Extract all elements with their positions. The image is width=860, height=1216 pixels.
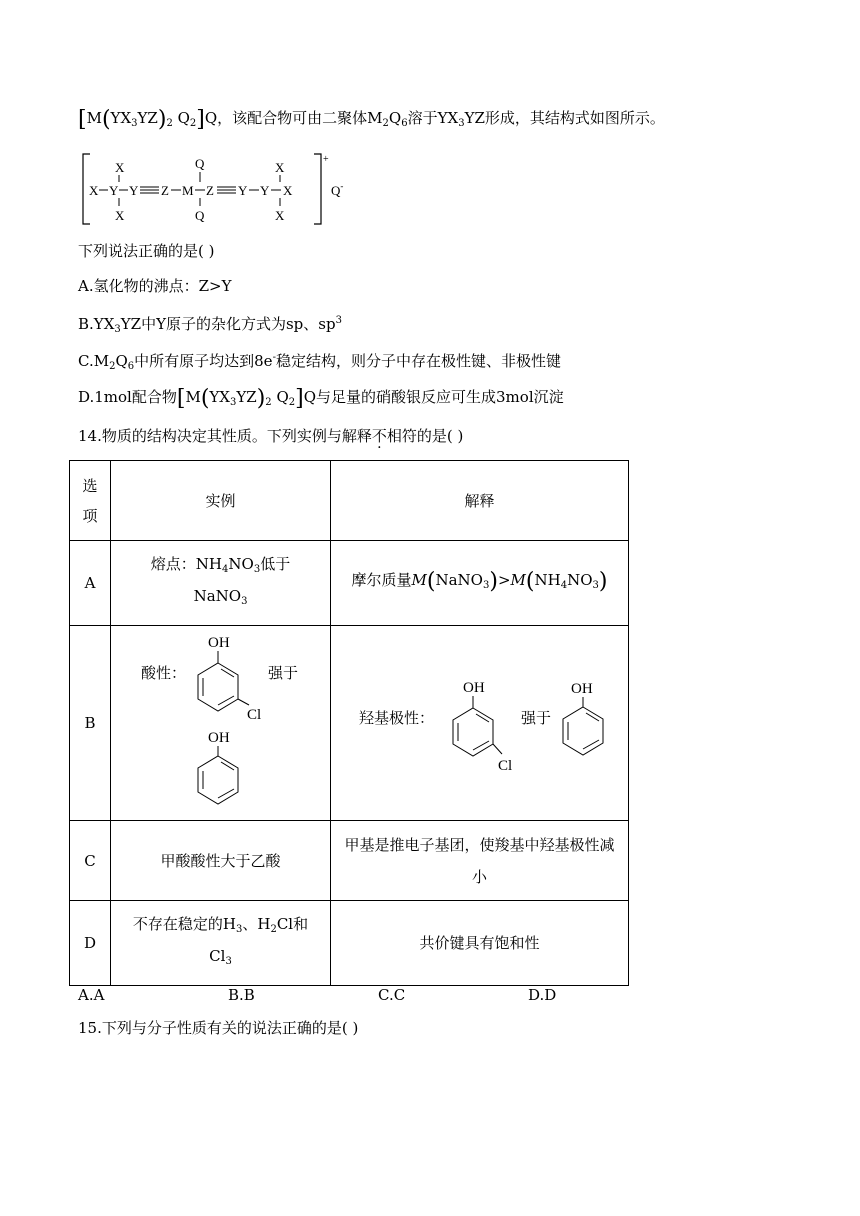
stronger-than-label: 强于 <box>521 708 552 727</box>
row-option: B <box>70 626 111 821</box>
svg-text:Q: Q <box>195 156 205 171</box>
q15-stem: 15.下列与分子性质有关的说法正确的是( ) <box>78 1019 359 1037</box>
svg-text:Y: Y <box>109 183 119 198</box>
row-example: 熔点：$NH_4NO_3$低于 NaNO$_3$ <box>111 541 331 626</box>
svg-text:X: X <box>115 208 125 223</box>
counter-ion: Q- <box>331 181 344 198</box>
row-explain <box>331 626 629 821</box>
q13-option-d: D.1mol配合物[$M(YX_3YZ)_2$ $Q_2]Q$与足量的硝酸银反应可生成3mol沉淀 <box>78 386 564 411</box>
svg-text:Y: Y <box>129 183 139 198</box>
svg-text:X: X <box>275 208 285 223</box>
row-explain: 摩尔质量$M(NaNO_3)>M(NH_4NO_3)$ <box>331 541 629 626</box>
row-explain: 甲基是推电子基团，使羧基中羟基极性减小 <box>331 821 629 901</box>
q14-table <box>69 460 629 986</box>
svg-text:Y: Y <box>260 183 270 198</box>
complex-structure-diagram <box>78 150 378 228</box>
acidity-label: 酸性： <box>141 663 187 682</box>
answer-c: C.C <box>378 986 406 1004</box>
svg-text:Cl: Cl <box>247 706 262 723</box>
header-explain: 解释 <box>331 461 629 541</box>
row-explain: 共价键具有饱和性 <box>331 901 629 986</box>
svg-text:M: M <box>182 183 194 198</box>
header-option: 选 项 <box>70 461 111 541</box>
svg-text:Z: Z <box>206 183 214 198</box>
intro-text: ，该配合物可由二聚体$M_2Q_6$溶于$YX_3YZ$形成，其结构式如图所示。 <box>217 109 665 129</box>
q13-option-c: $C.M_2Q_6$中所有原子均达到8e-稳定结构，则分子中存在极性键、非极性键 <box>78 352 561 372</box>
row-option: D <box>70 901 111 986</box>
phenol-structure <box>553 675 623 770</box>
table-row <box>70 541 629 626</box>
row-example <box>111 626 331 821</box>
svg-text:OH: OH <box>208 634 230 651</box>
stronger-than-label: 强于 <box>268 663 299 682</box>
q13-option-a: A.氢化物的沸点：Z>Y <box>78 277 232 295</box>
header-example: 实例 <box>111 461 331 541</box>
svg-text:OH: OH <box>463 679 485 696</box>
charge-plus: + <box>323 154 329 165</box>
polarity-label: 羟基极性： <box>359 708 435 727</box>
q13-option-b: $B.YX_3YZ$中Y原子的杂化方式为sp、$sp^3$ <box>78 315 342 335</box>
phenol-structure <box>186 724 256 819</box>
answer-d: D.D <box>528 986 557 1004</box>
row-option: A <box>70 541 111 626</box>
svg-text:X: X <box>275 160 285 175</box>
svg-text:OH: OH <box>208 729 230 746</box>
svg-text:X: X <box>115 160 125 175</box>
svg-text:Y: Y <box>238 183 248 198</box>
svg-text:X: X <box>89 183 99 198</box>
svg-text:X: X <box>283 183 293 198</box>
intro-line: [$M(YX_3YZ)_2$ $Q_2]Q$，该配合物可由二聚体$M_2Q_6$溶于$YX_3YZ$形成，其结构式如图所示。 <box>78 107 665 132</box>
svg-text:OH: OH <box>571 680 593 697</box>
table-row <box>70 901 629 986</box>
q14-stem: 14.物质的结构决定其性质。下列实例与解释不相符的是( ) <box>78 427 464 445</box>
row-example: 甲酸酸性大于乙酸 <box>111 821 331 901</box>
q13-stem: 下列说法正确的是( ) <box>78 242 215 260</box>
row-option: C <box>70 821 111 901</box>
emphasis-char: 不 <box>371 427 387 445</box>
answer-a: A.A <box>78 986 105 1004</box>
svg-text:Z: Z <box>161 183 169 198</box>
chlorophenol-structure <box>181 627 271 727</box>
table-row <box>70 821 629 901</box>
svg-text:Cl: Cl <box>498 757 513 774</box>
chlorophenol-structure <box>436 672 526 782</box>
svg-text:Q: Q <box>195 208 205 223</box>
row-example: 不存在稳定的$H_3$、$H_2Cl$和 $Cl_3$ <box>111 901 331 986</box>
answer-b: B.B <box>228 986 255 1004</box>
table-row <box>70 626 629 821</box>
